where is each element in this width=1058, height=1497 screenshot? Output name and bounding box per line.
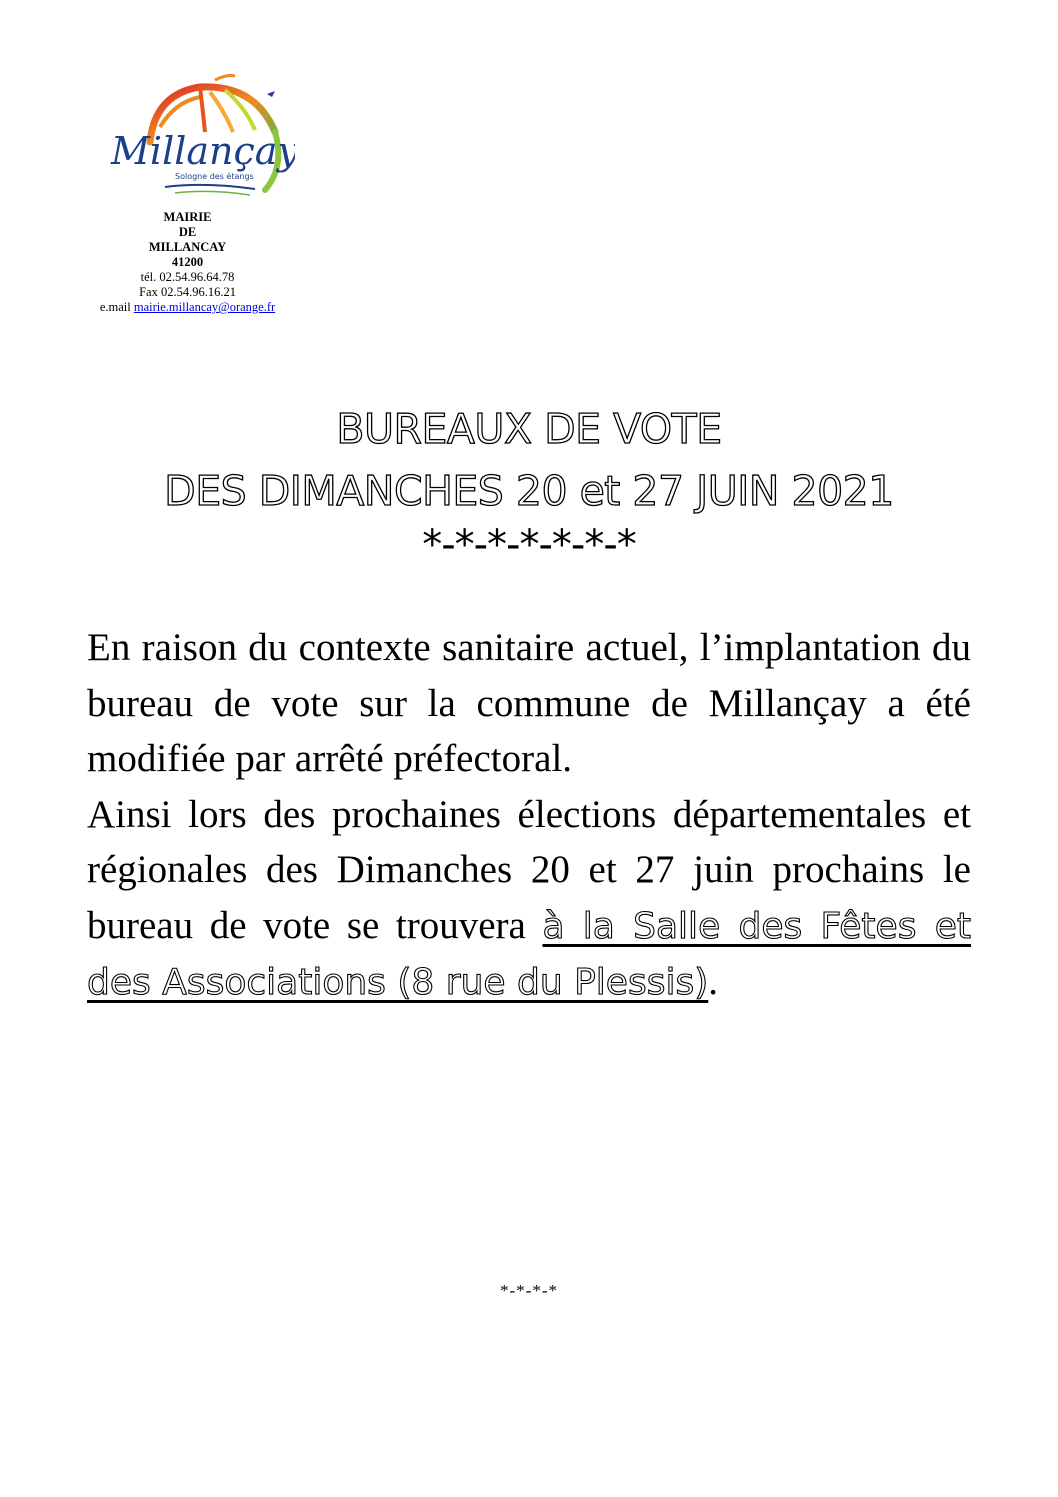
paragraph-location xyxy=(87,787,971,1011)
commune-label: MILLANCAY xyxy=(148,240,227,254)
notice-body xyxy=(87,620,971,1011)
paragraph-context: En raison du contexte sanitaire actuel, l’implantation du bureau de vote sur la commune de Millançay a été modifiée par arrêté préfectoral. xyxy=(87,626,971,780)
title-line-2: DES DIMANCHES 20 et 27 JUIN 2021 xyxy=(164,467,894,515)
title-separator: *-*-*-*-*-*-* xyxy=(422,522,636,568)
postcode-label: 41200 xyxy=(171,255,204,269)
paragraph-end: . xyxy=(708,960,719,1003)
letterhead xyxy=(40,210,335,315)
email-line xyxy=(40,300,335,315)
logo-subtitle: Sologne des étangs xyxy=(175,172,254,181)
title-line-1: BUREAUX DE VOTE xyxy=(336,405,722,453)
de-label: DE xyxy=(178,225,197,239)
footer-separator: *-*-*-* xyxy=(500,1281,558,1300)
logo-wordmark: Millançay xyxy=(111,129,295,173)
millancay-logo xyxy=(105,72,295,207)
paragraph-location-text: Ainsi lors des prochaines élections départementales et régionales des Dimanches 20 et 27 juin prochains le bureau de vote se trouvera xyxy=(87,792,971,947)
fax-label: Fax 02.54.96.16.21 xyxy=(139,285,236,299)
email-label: e.mail xyxy=(99,300,131,314)
email-link[interactable]: mairie.millancay@orange.fr xyxy=(133,300,276,314)
telephone-label: tél. 02.54.96.64.78 xyxy=(140,270,235,284)
location-highlight: à la Salle des Fêtes et des Associations (8 rue du Plessis) xyxy=(87,905,971,1003)
mairie-label: MAIRIE xyxy=(163,210,212,224)
